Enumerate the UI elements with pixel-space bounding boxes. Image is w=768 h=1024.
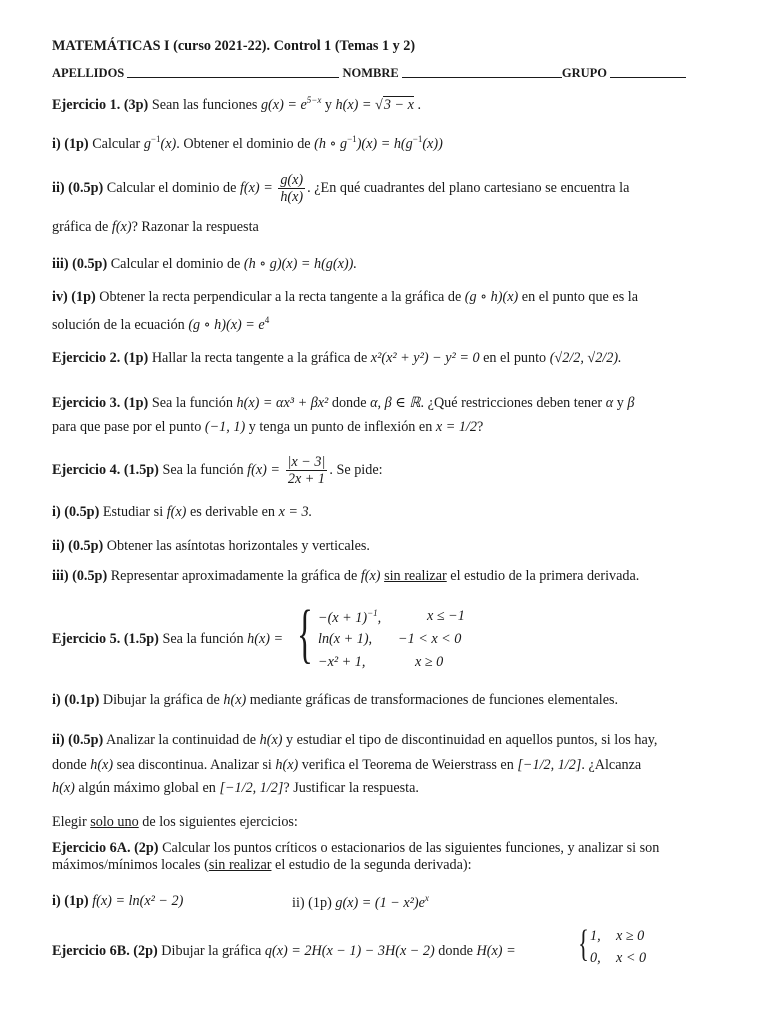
ex4-statement: Ejercicio 4. (1.5p) Sea la función f(x) = $\frac{|x - 3|}{2x + 1}$ . Se pide: — [52, 454, 383, 488]
ex5-cond-2: −1 < x < 0 — [398, 631, 462, 647]
apellidos-label: APELLIDOS — [52, 66, 125, 80]
ex4-part-i: i) (0.5p) Estudiar si f(x) es derivable en x = 3. — [52, 504, 313, 520]
ex1-statement: Ejercicio 1. (3p) Sean las funciones $g(x) = e^{5-x}$ y h(x) = √3 − x . — [52, 95, 421, 113]
ex4-part-ii: ii) (0.5p) Obtener las asíntotas horizontales y verticales. — [52, 538, 370, 554]
nombre-blank[interactable] — [402, 66, 562, 78]
ex5-part-ii-cont: donde h(x) sea discontinua. Analizar si h(x) verifica el Teorema de Weierstrass en [−1/2, 1/2]. ¿Alcanza — [52, 757, 642, 773]
ex1-part-i: i) (1p) Calcular $g^{-1}(x)$. Obtener el dominio de (h ∘ $g^{-1})(x) = h(g^{-1}(x))$ — [52, 134, 443, 152]
name-fields-row — [52, 66, 686, 81]
ex5-label: Ejercicio 5. (1.5p) — [52, 631, 159, 647]
ex2-label: Ejercicio 2. (1p) — [52, 350, 149, 366]
ex2-statement: Ejercicio 2. (1p) Hallar la recta tangente a la gráfica de x²(x² + y²) − y² = 0 en el punto (√2/2, √2/2). — [52, 350, 622, 366]
ex6b-cond-1: x ≥ 0 — [616, 928, 645, 944]
ex1-label: Ejercicio 1. (3p) — [52, 97, 149, 113]
ex6a-statement-cont: máximos/mínimos locales (sin realizar el estudio de la segunda derivada): — [52, 857, 472, 873]
ex6b-cond-2: x < 0 — [616, 950, 647, 966]
ex6b-piece-2: 0, — [590, 950, 601, 966]
ex5-cond-3: x ≥ 0 — [415, 654, 444, 670]
f-fraction: $\frac{g(x)}{h(x)}$ — [280, 172, 304, 206]
apellidos-blank[interactable] — [127, 66, 339, 78]
ex6a-part-i: i) (1p) f(x) = ln(x² − 2) — [52, 893, 184, 909]
ex1-part-iv-cont: solución de la ecuación (g ∘ $h)(x) = e^4$ — [52, 315, 270, 333]
ex1-part-iv: iv) (1p) Obtener la recta perpendicular a la recta tangente a la gráfica de (g ∘ h)(x) en el punto que es la — [52, 289, 639, 305]
grupo-blank[interactable] — [610, 66, 686, 78]
ex5-part-ii: ii) (0.5p) Analizar la continuidad de h(x) y estudiar el tipo de discontinuidad en aquellos puntos, si los hay, — [52, 732, 658, 748]
f-fraction-abs: $\frac{|x - 3|}{2x + 1}$ — [287, 454, 326, 488]
ex5-part-ii-cont2: h(x) algún máximo global en [−1/2, 1/2]? Justificar la respuesta. — [52, 780, 419, 796]
h-definition: h(x) = √ — [335, 97, 383, 113]
ex3-statement: Ejercicio 3. (1p) Sea la función h(x) = αx³ + βx² donde α, β ∈ ℝ. ¿Qué restricciones deben tener α y β — [52, 395, 635, 411]
ex6a-part-ii: ii) (1p) $g(x) = (1 - x^2)e^x$ — [292, 893, 429, 911]
ex6b-piece-1: 1, — [590, 928, 601, 944]
ex6a-label: Ejercicio 6A. (2p) — [52, 840, 159, 856]
ex1-part-ii: ii) (0.5p) Calcular el dominio de f(x) = $\frac{g(x)}{h(x)}$ . ¿En qué cuadrantes del plano cartesiano se encuentra la — [52, 172, 630, 206]
ex5-part-i: i) (0.1p) Dibujar la gráfica de h(x) mediante gráficas de transformaciones de funciones elementales. — [52, 692, 619, 708]
ex5-cond-1: x ≤ −1 — [427, 608, 465, 624]
nombre-label: NOMBRE — [342, 66, 399, 80]
ex3-statement-cont: para que pase por el punto (−1, 1) y tenga un punto de inflexión en x = 1/2? — [52, 419, 484, 435]
ex6b-label: Ejercicio 6B. (2p) — [52, 943, 158, 959]
ex5-piece-3: −x² + 1, — [318, 654, 366, 670]
ex1-part-ii-cont: gráfica de f(x)? Razonar la respuesta — [52, 219, 259, 235]
grupo-label: GRUPO — [561, 66, 608, 80]
exam-title: MATEMÁTICAS I (curso 2021-22). Control 1 (Temas 1 y 2) — [52, 38, 416, 54]
ex6a-statement: Ejercicio 6A. (2p) Calcular los puntos críticos o estacionarios de las siguientes funciones, y analizar si son — [52, 840, 660, 856]
heaviside-brace: { — [578, 923, 589, 965]
ex4-part-iii: iii) (0.5p) Representar aproximadamente la gráfica de f(x) sin realizar el estudio de la primera derivada. — [52, 568, 640, 584]
ex5-piece-1: $-(x + 1)^{-1}$, — [318, 608, 382, 626]
ex3-label: Ejercicio 3. (1p) — [52, 395, 149, 411]
ex1-part-iii: iii) (0.5p) Calcular el dominio de (h ∘ g)(x) = h(g(x)). — [52, 256, 357, 272]
piecewise-brace: { — [297, 597, 313, 670]
g-definition: g(x) = e — [260, 97, 307, 113]
ex6b-statement: Ejercicio 6B. (2p) Dibujar la gráfica q(x) = 2H(x − 1) − 3H(x − 2) donde H(x) = — [52, 943, 516, 959]
ex4-label: Ejercicio 4. (1.5p) — [52, 462, 159, 479]
ex5-piece-2: ln(x + 1), — [318, 631, 373, 647]
choose-instruction: Elegir solo uno de los siguientes ejercicios: — [52, 814, 298, 830]
ex5-statement: Ejercicio 5. (1.5p) Sea la función h(x) = — [52, 631, 284, 647]
